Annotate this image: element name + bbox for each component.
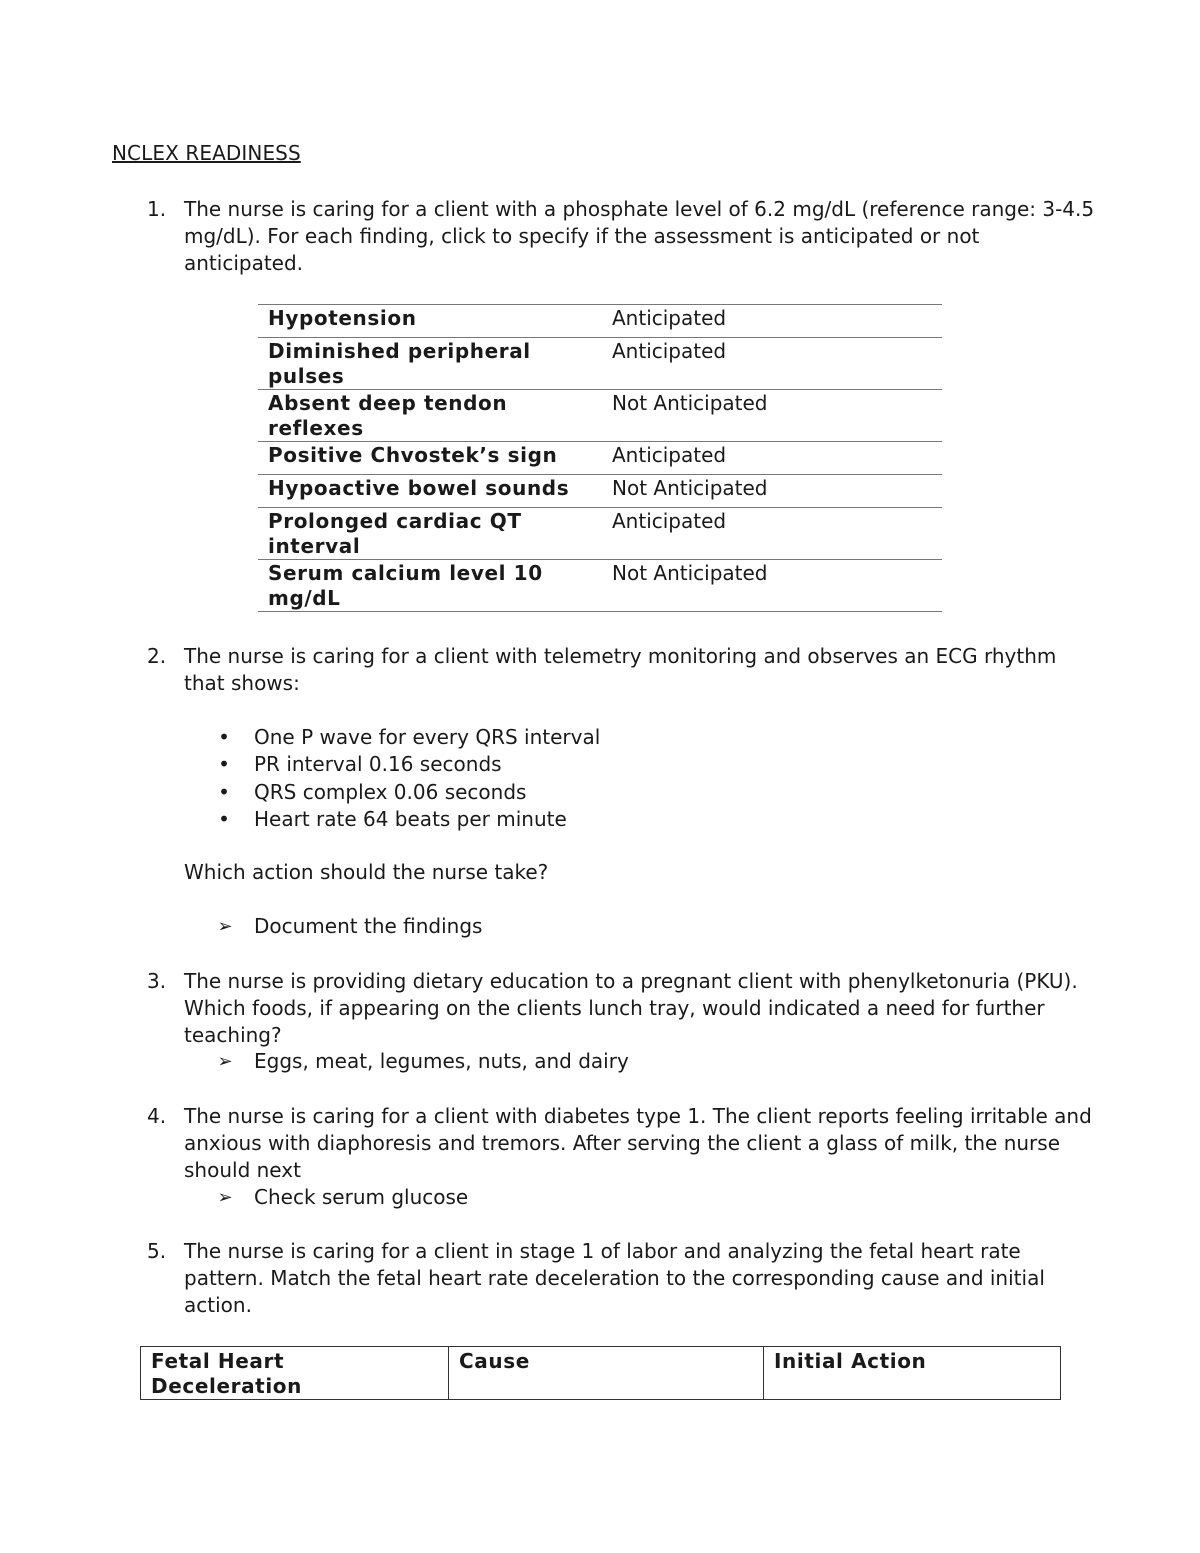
question-3	[112, 968, 1102, 1049]
question-1	[112, 196, 1102, 277]
column-header: Cause	[449, 1347, 764, 1400]
answer-text: Document the findings	[254, 914, 483, 938]
table-row	[258, 442, 942, 475]
answer-cell[interactable]: Not Anticipated	[602, 390, 942, 442]
list-item-text: One P wave for every QRS interval	[254, 725, 601, 749]
question-number: 2.	[147, 644, 167, 668]
arrow-bullet-icon: ➢	[217, 916, 233, 937]
question-number: 5.	[147, 1239, 167, 1263]
question-4	[112, 1103, 1102, 1184]
bullet-icon: •	[218, 806, 230, 831]
answer-item	[214, 913, 482, 940]
finding-cell: Hypotension	[258, 305, 602, 338]
list-item-text: QRS complex 0.06 seconds	[254, 779, 527, 804]
question-number: 4.	[147, 1104, 167, 1128]
question-text: The nurse is providing dietary education to a pregnant client with phenylketonuria (PKU). Which foods, if appearing on the clients lunch tray, would indicated a need for further teaching?	[184, 969, 1078, 1047]
question-prompt: Which action should the nurse take?	[184, 860, 549, 884]
list-item	[214, 751, 600, 778]
table-row	[258, 475, 942, 508]
assessment-table	[258, 304, 942, 612]
table-row	[258, 508, 942, 560]
answer-cell[interactable]: Not Anticipated	[602, 560, 942, 612]
answer-item	[214, 1048, 629, 1075]
answer-cell[interactable]: Anticipated	[602, 305, 942, 338]
question-text: The nurse is caring for a client with a phosphate level of 6.2 mg/dL (reference range: 3-4.5 mg/dL). For each finding, click to specify if the assessment is anticipated or not anticipated.	[184, 197, 1095, 275]
answer-item	[214, 1184, 468, 1211]
question-5	[112, 1238, 1102, 1319]
finding-cell: Positive Chvostek’s sign	[258, 442, 602, 475]
answer-text: Check serum glucose	[254, 1185, 469, 1209]
list-item-text: Heart rate 64 beats per minute	[254, 806, 567, 831]
bullet-list	[214, 724, 600, 833]
table-row	[258, 390, 942, 442]
arrow-bullet-icon: ➢	[217, 1187, 233, 1208]
bullet-icon: •	[218, 725, 230, 749]
bullet-icon: •	[218, 779, 230, 804]
answer-cell[interactable]: Not Anticipated	[602, 475, 942, 508]
question-text: The nurse is caring for a client with telemetry monitoring and observes an ECG rhythm that shows:	[184, 644, 1057, 695]
arrow-bullet-icon: ➢	[217, 1051, 233, 1072]
finding-cell: Diminished peripheral pulses	[258, 338, 602, 390]
question-number: 1.	[147, 197, 167, 221]
finding-cell: Prolonged cardiac QT interval	[258, 508, 602, 560]
bullet-icon: •	[218, 752, 230, 777]
finding-cell: Serum calcium level 10 mg/dL	[258, 560, 602, 612]
table-row	[258, 560, 942, 612]
answer-cell[interactable]: Anticipated	[602, 338, 942, 390]
finding-cell: Absent deep tendon reflexes	[258, 390, 602, 442]
fetal-heart-table	[140, 1346, 1061, 1400]
list-item	[214, 724, 600, 751]
column-header: Fetal Heart Deceleration	[141, 1347, 449, 1400]
question-text: The nurse is caring for a client with diabetes type 1. The client reports feeling irritable and anxious with diaphoresis and tremors. After serving the client a glass of milk, the nurse should next	[184, 1104, 1092, 1182]
answer-text: Eggs, meat, legumes, nuts, and dairy	[254, 1049, 629, 1073]
column-header: Initial Action	[764, 1347, 1061, 1400]
answer-cell[interactable]: Anticipated	[602, 442, 942, 475]
answer-cell[interactable]: Anticipated	[602, 508, 942, 560]
list-item	[214, 806, 600, 833]
table-row	[258, 305, 942, 338]
question-2	[112, 643, 1102, 697]
list-item	[214, 779, 600, 806]
finding-cell: Hypoactive bowel sounds	[258, 475, 602, 508]
document-title: NCLEX READINESS	[112, 141, 301, 165]
table-row	[258, 338, 942, 390]
table-header-row	[141, 1347, 1061, 1400]
question-number: 3.	[147, 969, 167, 993]
question-text: The nurse is caring for a client in stage 1 of labor and analyzing the fetal heart rate pattern. Match the fetal heart rate deceleration to the corresponding cause and initial action.	[184, 1239, 1045, 1317]
list-item-text: PR interval 0.16 seconds	[254, 752, 502, 777]
